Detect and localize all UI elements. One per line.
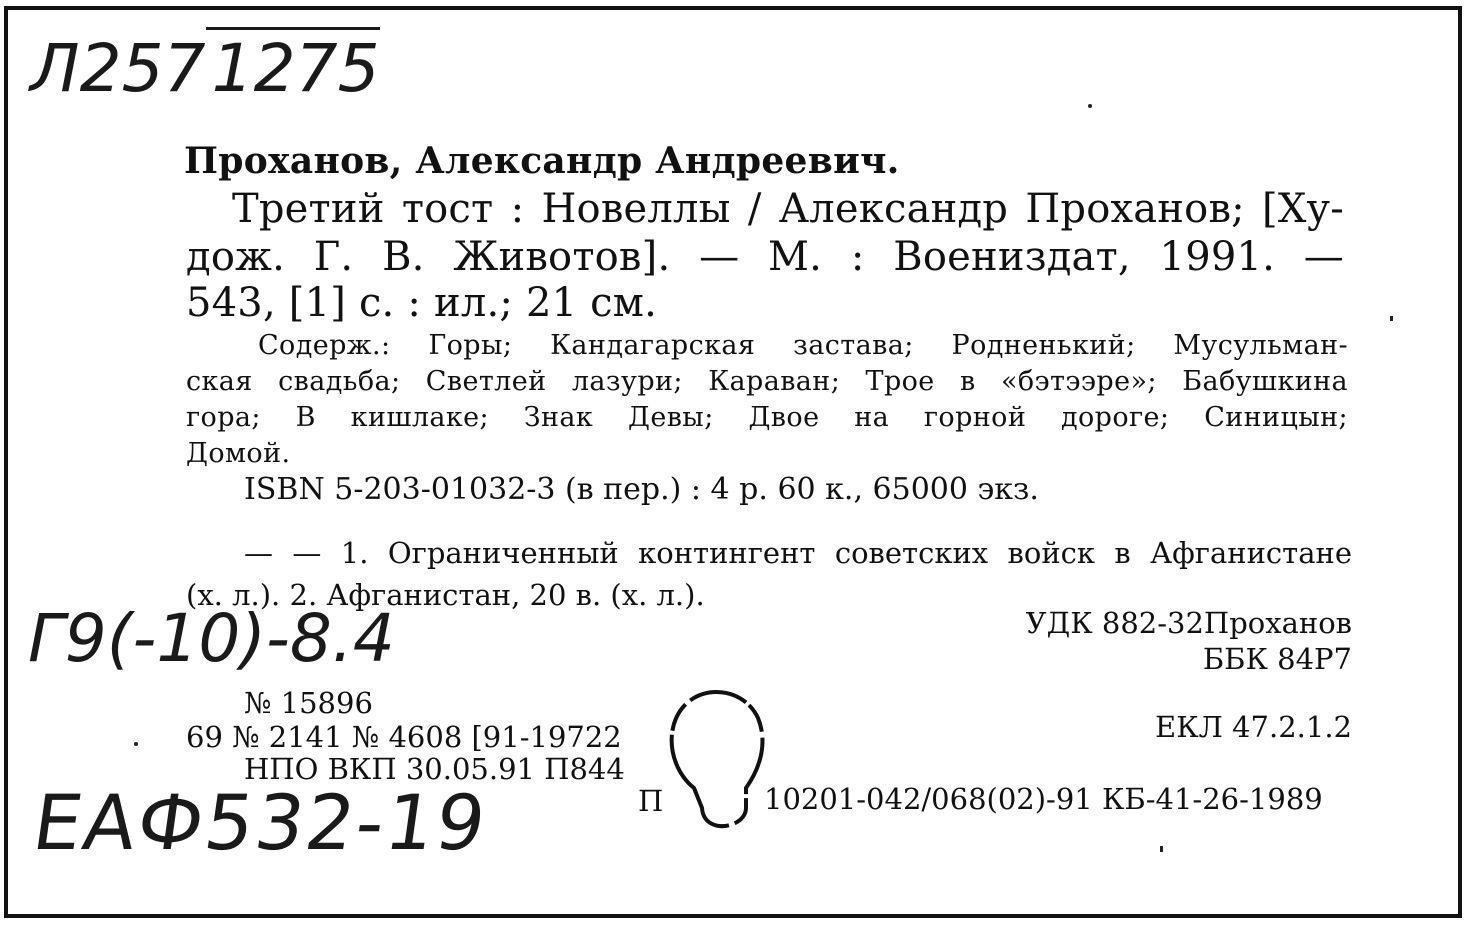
contents-line-1: Содерж.: Горы; Кандагарская застава; Родненький; Мусульман- [258, 330, 1348, 361]
title-line-3: 543, [1] с. : ил.; 21 см. [186, 280, 657, 326]
code-line: 10201-042/068(02)-91 КБ-41-26-1989 [764, 782, 1323, 816]
subjects-line-2: (х. л.). 2. Афганистан, 20 в. (х. л.). [186, 578, 705, 612]
code-prefix: П [638, 784, 664, 818]
subjects-line-1: — — 1. Ограниченный контингент советских войск в Афганистане [244, 536, 1352, 570]
call-number-text: Л257 [30, 30, 206, 107]
contents-line-3: гора; В кишлаке; Знак Девы; Двое на горной дороге; Синицын; [186, 402, 1348, 433]
title-line-1: Третий тост : Новеллы / Александр Проханов; [Ху- [232, 186, 1344, 232]
speck [1390, 316, 1393, 321]
bbk-code: ББК 84Р7 [1202, 642, 1352, 676]
printing-line-2: НПО ВКП 30.05.91 П844 [244, 752, 625, 786]
ekl-code: ЕКЛ 47.2.1.2 [1155, 710, 1352, 744]
contents-line-2: ская свадьба; Светлей лазури; Караван; Трое в «бэтээре»; Бабушкина [186, 366, 1348, 397]
speck [1160, 846, 1163, 852]
udk-code: УДК 882-32Проханов [1025, 606, 1352, 640]
speck [134, 742, 138, 746]
contents-line-4: Домой. [186, 438, 291, 469]
author-heading: Проханов, Александр Андреевич. [184, 140, 900, 182]
order-number: № 15896 [244, 686, 373, 720]
handwritten-classification: Г9(-10)-8.4 [28, 600, 395, 677]
handwritten-inventory: EAФ532-19 [27, 778, 493, 867]
overlined-number: 1275 [206, 27, 380, 107]
speck [1088, 104, 1092, 108]
handwritten-call-number [30, 30, 380, 107]
printing-line-1: 69 № 2141 № 4608 [91-19722 [186, 720, 622, 754]
title-line-2: дож. Г. В. Животов]. — М. : Воениздат, 1991. — [186, 234, 1344, 280]
isbn-line: ISBN 5-203-01032-3 (в пер.) : 4 р. 60 к., 65000 экз. [244, 472, 1039, 507]
stamp-outline-icon [664, 688, 770, 838]
